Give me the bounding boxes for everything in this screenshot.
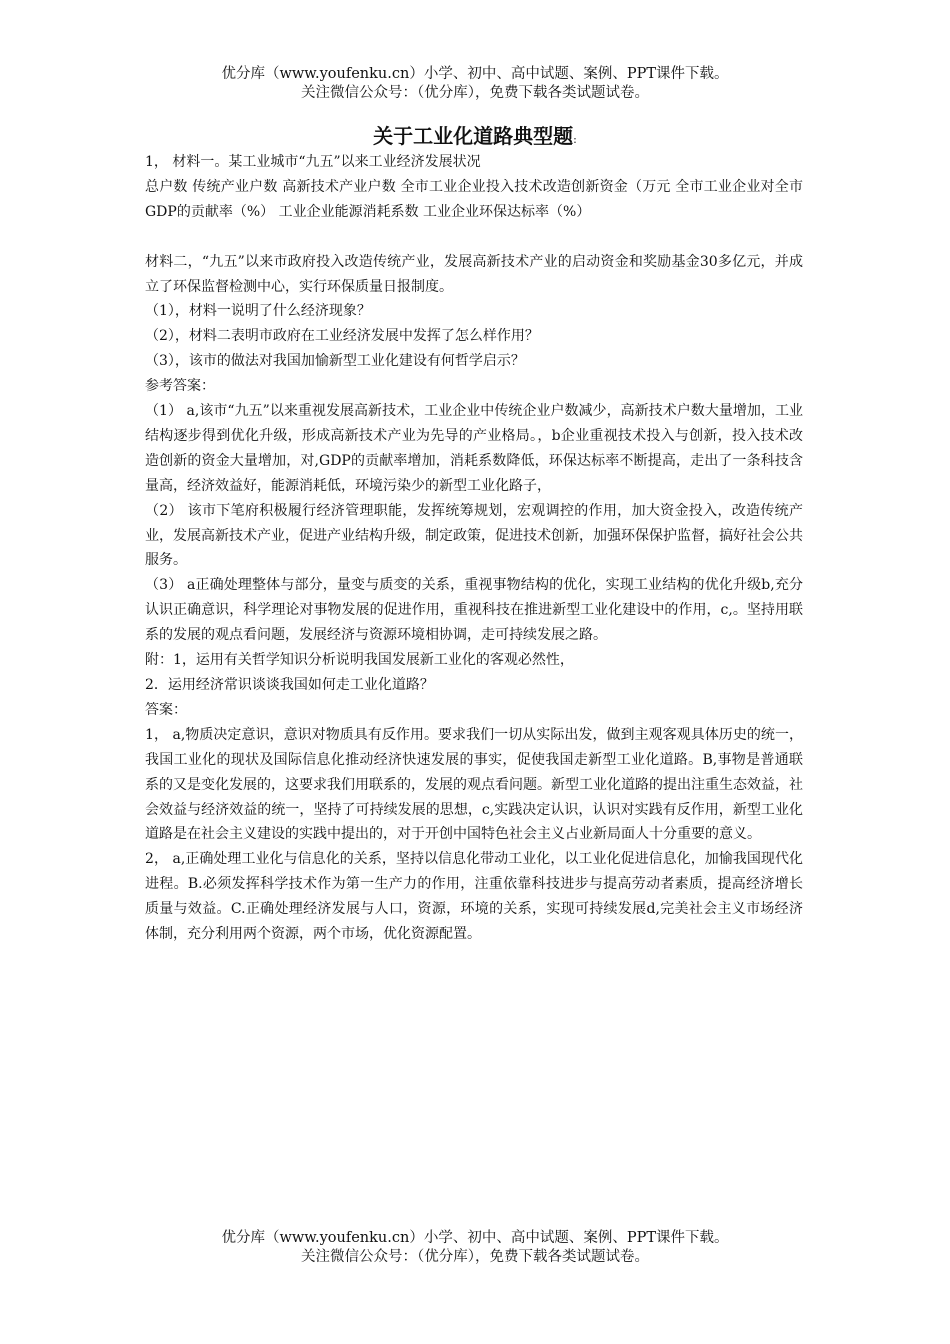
paragraph: （1），材料一说明了什么经济现象？: [145, 303, 371, 320]
paragraph: （3），该市的做法对我国加愉新型工业化建设有何哲学启示？: [145, 353, 525, 370]
paragraph: 参考答案：: [145, 378, 215, 395]
paragraph: 附：1，运用有关哲学知识分析说明我国发展新工业化的客观必然性，: [145, 652, 574, 669]
paragraph: 1， a,物质决定意识，意识对物质具有反作用。要求我们一切从实际出发，做到主观客观具体历史的统一，我国工业化的现状及国际信息化推动经济快速发展的事实，促使我国走新型工业化道路。B,事物是普通联系的又是变化发展的，这要求我们用联系的，发展的观点看问题。新型工业化道路的提出注重生态效益，社会效益与经济效益的统一，坚持了可持续发展的思想，c,实践决定认识，认识对实践有反作用，新型工业化道路是在社会主义建设的实践中提出的，对于开创中国特色社会主义占业新局面人十分重要的意义。: [145, 726, 803, 843]
paragraph: 答案：: [145, 701, 187, 718]
paragraph: 2．运用经济常识谈谈我国如何走工业化道路？: [145, 677, 434, 694]
paragraph: （3） a正确处理整体与部分，量变与质变的关系，重视事物结构的优化，实现工业结构的优化升级b,充分认识正确意识，科学理论对事物发展的促进作用，重视科技在推进新型工业化建设中的作用，c,。坚持用联系的发展的观点看问题，发展经济与资源环境相协调，走可持续发展之路。: [145, 577, 803, 644]
paragraph: 2， a,正确处理工业化与信息化的关系，坚持以信息化带动工业化，以工业化促进信息化，加愉我国现代化进程。B.必须发挥科学技术作为第一生产力的作用，注重依靠科技进步与提高劳动者素质，提高经济增长质量与效益。C.正确处理经济发展与人口，资源，环境的关系，实现可持续发展d,完美社会主义市场经济体制，充分利用两个资源，两个市场，优化资源配置。: [145, 851, 803, 943]
paragraph: 1， 材料一。某工业城市“九五”以来工业经济发展状况: [145, 154, 481, 170]
footer-line-1: 优分库（www.youfenku.cn）小学、初中、高中试题、案例、PPT课件下载。: [221, 1230, 729, 1246]
page-header: [0, 65, 950, 103]
page-footer: [0, 1229, 950, 1267]
paragraph: （1） a,该市“九五”以来重视发展高新技术，工业企业中传统企业户数减少，高新技术户数大量增加，工业结构逐步得到优化升级，形成高新技术产业为先导的产业格局。，b企业重视技术投入与创新，投入技术改造创新的资金大量增加，对,GDP的贡献率增加，消耗系数降低，环保达标率不断提高，走出了一条科技含量高，经济效益好，能源消耗低，环境污染少的新型工业化路子，: [145, 403, 803, 494]
header-line-1: 优分库（www.youfenku.cn）小学、初中、高中试题、案例、PPT课件下载。: [221, 66, 729, 82]
header-line-2: 关注微信公众号：（优分库），免费下载各类试题试卷。: [301, 85, 649, 101]
footer-line-2: 关注微信公众号：（优分库），免费下载各类试题试卷。: [301, 1249, 649, 1265]
paragraph: （2），材料二表明市政府在工业经济发展中发挥了怎么样作用？: [145, 328, 539, 345]
blank-line: [145, 225, 803, 250]
paragraph: （2） 该市下笔府积极履行经济管理职能，发挥统筹规划，宏观调控的作用，加大资金投入，改造传统产业，发展高新技术产业，促进产业结构升级，制定政策，促进技术创新，加强环保保护监督，搞好社会公共服务。: [145, 502, 803, 569]
document-title-text: 关于工业化道路典型题: [373, 124, 574, 148]
paragraph: 材料二，“九五”以来市政府投入改造传统产业，发展高新技术产业的启动资金和奖励基金30多亿元，并成立了环保监督检测中心，实行环保质量日报制度。: [145, 253, 803, 295]
document-body: [145, 150, 803, 947]
paragraph: 总户数 传统产业户数 高新技术产业户数 全市工业企业投入技术改造创新资金（万元 全市工业企业对全市GDP的贡献率（%） 工业企业能源消耗系数 工业企业环保达标率（%）: [145, 178, 803, 220]
document-title-suffix: :: [573, 133, 577, 146]
